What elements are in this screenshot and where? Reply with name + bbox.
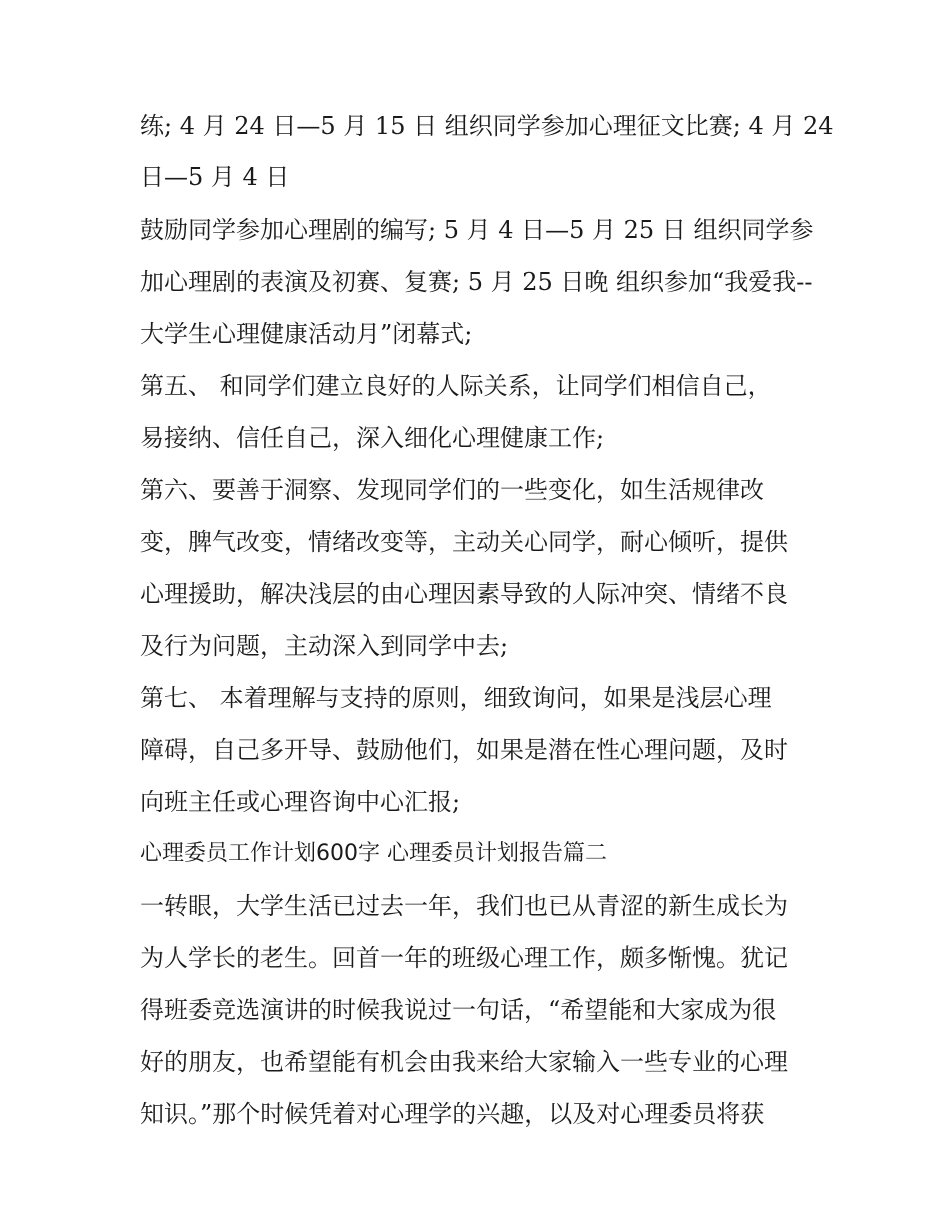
text-line: 第七、 本着理解与支持的原则，细致询问，如果是浅层心理	[140, 684, 772, 712]
text-line: 心理援助，解决浅层的由心理因素导致的人际冲突、情绪不良	[140, 580, 788, 608]
text-line: 知识。”那个时候凭着对心理学的兴趣，以及对心理委员将获	[140, 1100, 765, 1128]
text-line: 好的朋友，也希望能有机会由我来给大家输入一些专业的心理	[140, 1048, 788, 1076]
section-heading: 心理委员工作计划600字 心理委员计划报告篇二	[140, 841, 607, 866]
text-line: 第六、要善于洞察、发现同学们的一些变化，如生活规律改	[140, 476, 764, 504]
text-line: 障碍，自己多开导、鼓励他们，如果是潜在性心理问题，及时	[140, 736, 788, 764]
text-line: 加心理剧的表演及初赛、复赛; 5 月 25 日晚 组织参加“我爱我--	[140, 268, 813, 296]
text-line: 向班主任或心理咨询中心汇报;	[140, 788, 461, 816]
text-line: 得班委竞选演讲的时候我说过一句话，“希望能和大家成为很	[140, 996, 777, 1024]
text-line: 一转眼，大学生活已过去一年，我们也已从青涩的新生成长为	[140, 892, 788, 920]
text-line: 鼓励同学参加心理剧的编写; 5 月 4 日—5 月 25 日 组织同学参	[140, 216, 814, 244]
text-line: 大学生心理健康活动月”闭幕式;	[140, 320, 473, 348]
text-line: 日—5 月 4 日	[140, 163, 290, 191]
text-line: 为人学长的老生。回首一年的班级心理工作，颇多惭愧。犹记	[140, 944, 788, 972]
text-line: 易接纳、信任自己，深入细化心理健康工作;	[140, 424, 605, 452]
text-line: 变，脾气改变，情绪改变等，主动关心同学，耐心倾听，提供	[140, 528, 788, 556]
text-line: 及行为问题，主动深入到同学中去;	[140, 632, 509, 660]
text-line: 练; 4 月 24 日—5 月 15 日 组织同学参加心理征文比赛; 4 月 24	[140, 112, 834, 140]
text-line: 第五、 和同学们建立良好的人际关系，让同学们相信自己，	[140, 372, 772, 400]
